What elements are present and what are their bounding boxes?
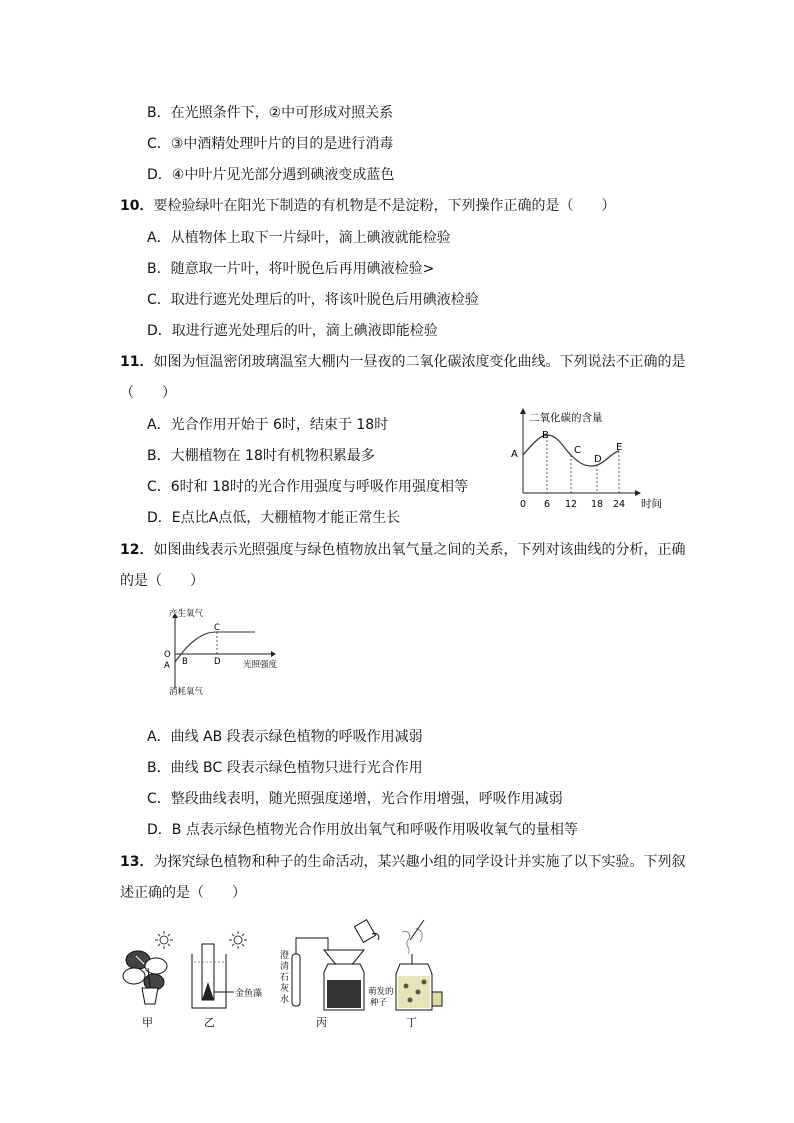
q11-point-e: E (616, 442, 623, 453)
q11-xlabel: 时间 (641, 498, 662, 510)
figure-label-ding: 丁 (406, 1016, 417, 1029)
q11-stem (120, 353, 685, 371)
q11-option-a: A．光合作用开始于 6时，结束于 18时 (147, 417, 389, 433)
q11-point-d: D (594, 454, 602, 465)
limewater-char-3: 石 (280, 973, 290, 983)
q12-xlabel: 光照强度 (243, 660, 278, 670)
q11-tick-18: 18 (591, 499, 604, 510)
jia-plant-icon (123, 931, 173, 1004)
q11-number: 11． (120, 354, 154, 370)
q12-ylabel-top: 产生氧气 (169, 609, 204, 619)
q12-stem (120, 541, 685, 559)
q11-co2-chart (505, 405, 675, 517)
q12-option-d: D．B 点表示绿色植物光合作用放出氧气和呼吸作用吸收氧气的量相等 (147, 822, 578, 838)
q12-stem-text: 如图曲线表示光照强度与绿色植物放出氧气量之间的关系，下列对该曲线的分析，正确 (153, 542, 686, 558)
limewater-char-2: 清 (280, 962, 290, 972)
q11-option-c: C．6时和 18时的光合作用强度与呼吸作用强度相等 (147, 479, 468, 495)
ding-bottle-icon (368, 920, 442, 1010)
q12-ylabel-bottom: 消耗氧气 (169, 687, 204, 697)
q12-point-c: C (214, 623, 220, 633)
q10-option-d: D．取进行遮光处理后的叶，滴上碘液即能检验 (147, 323, 438, 339)
q11-curve (523, 435, 619, 466)
q9-option-c: C．③中酒精处理叶片的目的是进行消毒 (147, 136, 394, 152)
seeds-label-line1: 萌发的 (368, 987, 394, 997)
q13-stem-line2: 述正确的是（ ） (120, 885, 246, 901)
q11-tick-6: 6 (544, 499, 551, 510)
q12-origin: O (164, 650, 171, 660)
figure-label-jia: 甲 (142, 1016, 153, 1029)
q10-stem-text: 要检验绿叶在阳光下制造的有机物是不是淀粉，下列操作正确的是（ ） (153, 198, 616, 214)
limewater-char-4: 灰 (280, 984, 290, 994)
figure-label-yi: 乙 (204, 1016, 215, 1029)
q11-point-c: C (574, 445, 581, 456)
q12-point-d: D (214, 657, 221, 667)
goldfish-weed-label: 金鱼藻 (235, 989, 263, 999)
q12-oxygen-chart (155, 606, 295, 698)
q13-stem (120, 853, 685, 871)
seeds-label-line2: 种子 (370, 998, 388, 1008)
q11-option-b: B．大棚植物在 18时有机物积累最多 (147, 448, 375, 464)
q10-option-b: B．随意取一片叶，将叶脱色后再用碘液检验> (147, 261, 435, 277)
q10-stem (120, 197, 615, 215)
q10-option-a: A．从植物体上取下一片绿叶，滴上碘液就能检验 (147, 230, 451, 246)
q13-experiment-figure (112, 912, 452, 1034)
sun-icon (155, 931, 173, 949)
yi-beaker-icon (192, 931, 262, 1008)
q12-option-c: C．整段曲线表明，随光照强度递增，光合作用增强，呼吸作用减弱 (147, 791, 563, 807)
q11-tick-12: 12 (565, 499, 578, 510)
q10-option-c: C．取进行遮光处理后的叶，将该叶脱色后用碘液检验 (147, 292, 479, 308)
q12-number: 12． (120, 542, 154, 558)
q11-tick-24: 24 (613, 499, 626, 510)
q9-option-b: B．在光照条件下，②中可形成对照关系 (147, 105, 394, 121)
sun-icon (229, 931, 247, 949)
q13-stem-text: 为探究绿色植物和种子的生命活动，某兴趣小组的同学设计并实施了以下实验。下列叙 (153, 854, 686, 870)
bing-bottle-icon (280, 920, 379, 1010)
q10-number: 10． (120, 198, 154, 214)
limewater-char-1: 澄 (280, 951, 290, 961)
q12-stem-line2: 的是（ ） (120, 573, 204, 589)
limewater-char-5: 水 (280, 995, 290, 1005)
q12-option-a: A．曲线 AB 段表示绿色植物的呼吸作用减弱 (147, 729, 423, 745)
q11-ylabel: 二氧化碳的含量 (529, 412, 603, 424)
q11-stem-text: 如图为恒温密闭玻璃温室大棚内一昼夜的二氧化碳浓度变化曲线。下列说法不正确的是 (153, 354, 686, 370)
q12-point-a: A (164, 661, 170, 671)
q13-number: 13． (120, 854, 154, 870)
q12-point-b: B (182, 657, 188, 667)
q11-option-d: D．E点比A点低，大棚植物才能正常生长 (147, 510, 401, 526)
figure-label-bing: 丙 (316, 1016, 327, 1029)
q11-point-b: B (542, 430, 549, 441)
q12-option-b: B．曲线 BC 段表示绿色植物只进行光合作用 (147, 760, 423, 776)
q9-option-d: D．④中叶片见光部分遇到碘液变成蓝色 (147, 167, 395, 183)
q11-tick-0: 0 (520, 499, 527, 510)
pouring-beaker-icon (354, 920, 378, 943)
q11-stem-line2: （ ） (120, 385, 176, 401)
q11-point-a: A (511, 449, 518, 460)
